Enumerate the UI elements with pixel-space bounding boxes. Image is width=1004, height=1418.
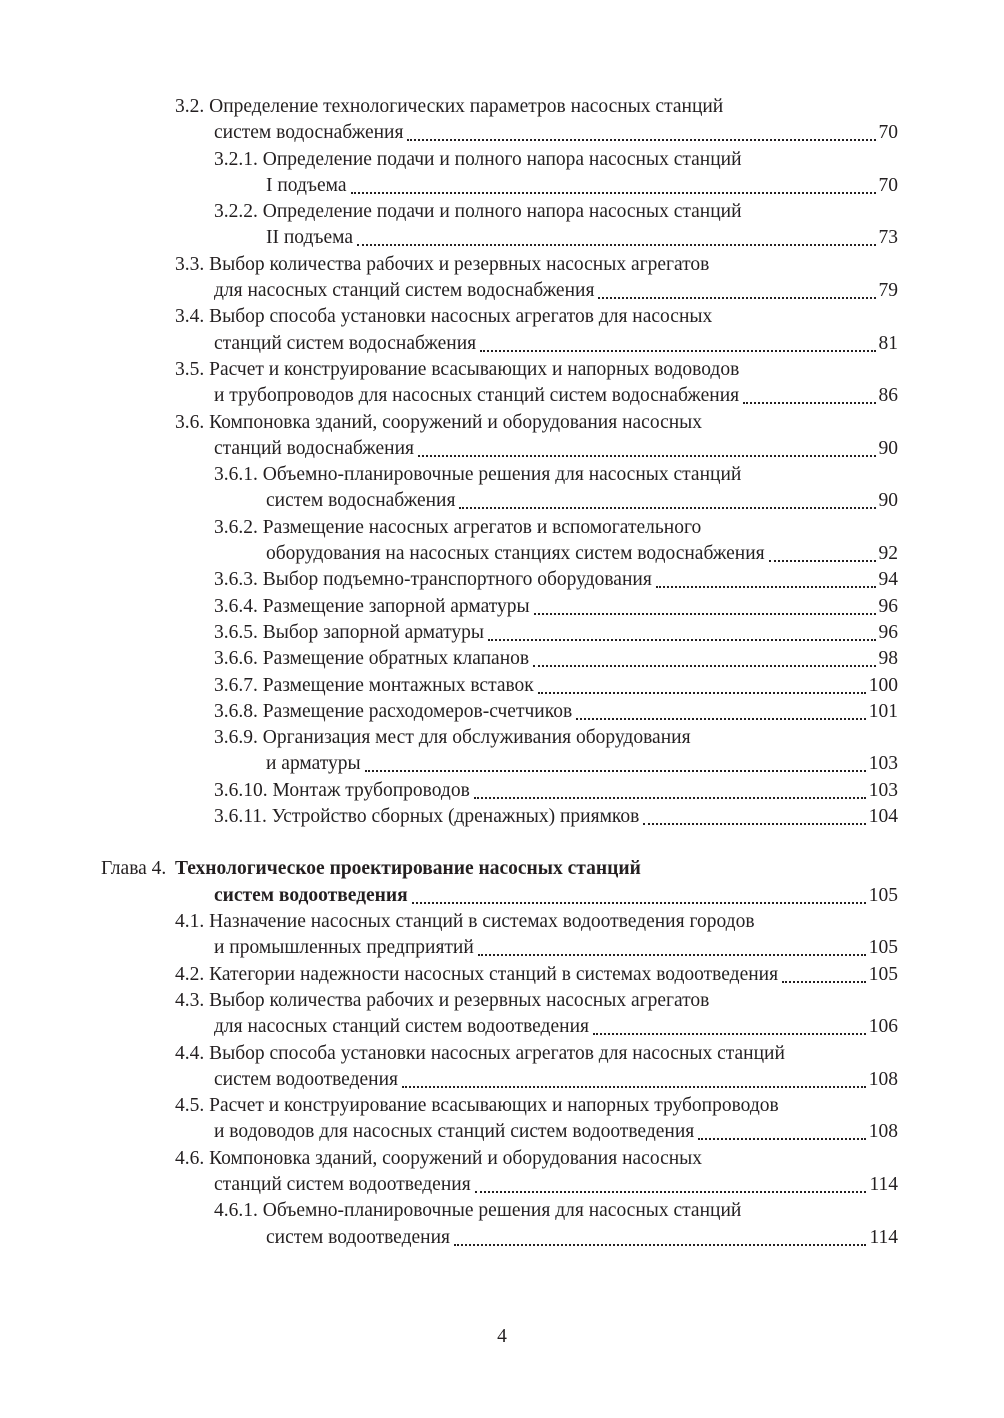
- toc-entry-title: 3.6.7. Размещение монтажных вставок: [214, 674, 534, 696]
- toc-page-number: 108: [868, 1068, 898, 1090]
- toc-page-number: 105: [868, 884, 898, 906]
- toc-entry-title-continued: и водоводов для насосных станций систем водоотведения: [214, 1121, 695, 1143]
- toc-entry-title: 3.6. Компоновка зданий, сооружений и оборудования насосных: [175, 411, 703, 433]
- toc-entry-title: 4.3. Выбор количества рабочих и резервных насосных агрегатов: [175, 989, 710, 1011]
- toc-page-number: 108: [868, 1121, 898, 1143]
- toc-page-number: 98: [878, 648, 898, 670]
- toc-page-number: 73: [878, 227, 898, 249]
- toc-entry-title-continued: II подъема: [266, 227, 354, 249]
- dot-leader: [488, 639, 876, 641]
- toc-entry: [0, 725, 1004, 778]
- dot-leader: [534, 613, 876, 615]
- dot-leader: [357, 244, 876, 246]
- toc-entry-title: 3.2. Определение технологических параметров насосных станций: [175, 96, 724, 117]
- toc-entry-title-continued: и арматуры: [266, 753, 361, 775]
- toc-page-number: 96: [878, 595, 898, 617]
- toc-entry-title: 3.2.1. Определение подачи и полного напора насосных станций: [214, 148, 742, 170]
- toc-entry: [0, 199, 1004, 252]
- toc-page-number: 81: [878, 332, 898, 354]
- toc-entry-title: 3.5. Расчет и конструирование всасывающих и напорных водоводов: [175, 359, 740, 380]
- dot-leader: [365, 770, 866, 772]
- toc-entry-title: 3.4. Выбор способа установки насосных агрегатов для насосных: [175, 306, 713, 328]
- dot-leader: [598, 297, 876, 299]
- toc-entry: [0, 94, 1004, 147]
- toc-page-number: 114: [869, 1173, 898, 1195]
- toc-entry-title: 4.4. Выбор способа установки насосных агрегатов для насосных станций: [175, 1042, 785, 1064]
- toc-entry-title: 4.1. Назначение насосных станций в системах водоотведения городов: [175, 911, 755, 932]
- toc-entry-title-continued: и трубопроводов для насосных станций систем водоснабжения: [214, 385, 740, 407]
- toc-entry-title-continued: систем водоотведения: [214, 1068, 398, 1090]
- toc-entry-title: 3.6.4. Размещение запорной арматуры: [214, 595, 530, 617]
- toc-entry-title: 3.6.2. Размещение насосных агрегатов и вспомогательного: [214, 516, 702, 538]
- toc-page-number: 94: [878, 569, 898, 591]
- dot-leader: [478, 954, 866, 956]
- dot-leader: [475, 1191, 866, 1193]
- toc-entry: [0, 567, 1004, 593]
- dot-leader: [538, 692, 866, 694]
- dot-leader: [576, 718, 866, 720]
- toc-entry-title: 3.6.1. Объемно-планировочные решения для насосных станций: [214, 464, 742, 486]
- toc-page-number: 105: [868, 963, 898, 985]
- toc-entry-title-continued: для насосных станций систем водоотведения: [214, 1016, 589, 1038]
- toc-entry: [0, 515, 1004, 568]
- dot-leader: [402, 1086, 866, 1088]
- toc-entry: [0, 304, 1004, 357]
- toc-entry-title: 4.6. Компоновка зданий, сооружений и оборудования насосных: [175, 1147, 703, 1169]
- toc-page-number: 86: [878, 385, 898, 407]
- toc-entry: [0, 804, 1004, 830]
- toc-entry: [0, 252, 1004, 305]
- toc-entry: [0, 646, 1004, 672]
- toc-page-number: 70: [878, 122, 898, 144]
- toc-entry: [0, 620, 1004, 646]
- toc-entry: [0, 673, 1004, 699]
- toc-entry: [0, 909, 1004, 962]
- dot-leader: [480, 350, 876, 352]
- dot-leader: [782, 981, 866, 983]
- dot-leader: [454, 1244, 866, 1246]
- toc-entry: [0, 699, 1004, 725]
- toc-entry: [0, 856, 1004, 909]
- dot-leader: [656, 586, 876, 588]
- toc-entry-title: 4.2. Категории надежности насосных станций в системах водоотведения: [175, 963, 779, 985]
- toc-page-number: 70: [878, 174, 898, 196]
- toc-page-number: 103: [868, 753, 898, 775]
- toc-page-number: 105: [868, 937, 898, 959]
- dot-leader: [698, 1138, 866, 1140]
- toc-page-number: 100: [868, 674, 898, 696]
- toc-entry-title-continued: и промышленных предприятий: [214, 937, 474, 959]
- dot-leader: [769, 560, 876, 562]
- toc-entry-title-continued: станций систем водоснабжения: [214, 332, 477, 354]
- dot-leader: [593, 1033, 866, 1035]
- toc-page-number: 106: [868, 1016, 898, 1038]
- dot-leader: [418, 455, 876, 457]
- toc-entry-title: 3.6.10. Монтаж трубопроводов: [214, 779, 470, 801]
- toc-entry-title-continued: I подъема: [266, 174, 347, 196]
- toc-page-number: 103: [868, 779, 898, 801]
- toc-entry: [0, 410, 1004, 463]
- toc-page-number: 96: [878, 622, 898, 643]
- toc-entry: [0, 988, 1004, 1041]
- toc-entry-title-continued: систем водоснабжения: [266, 490, 456, 512]
- toc-entry-title-continued: систем водоснабжения: [214, 122, 404, 144]
- toc-page-number: 92: [878, 543, 898, 565]
- toc-entry-title: 3.6.8. Размещение расходомеров-счетчиков: [214, 700, 573, 722]
- dot-leader: [351, 192, 876, 194]
- toc-entry: [0, 1093, 1004, 1146]
- toc-entry-title: 3.6.11. Устройство сборных (дренажных) приямков: [214, 806, 640, 828]
- dot-leader: [407, 139, 876, 141]
- toc-entry-title: Технологическое проектирование насосных станций: [175, 858, 641, 880]
- toc-entry: [0, 962, 1004, 988]
- dot-leader: [533, 665, 876, 667]
- toc-page-number: 101: [868, 700, 898, 722]
- toc-page-number: 79: [878, 280, 898, 302]
- toc-entry-title-continued: систем водоотведения: [214, 884, 408, 906]
- chapter-label: Глава 4.: [101, 858, 167, 880]
- dot-leader: [474, 797, 866, 799]
- toc-entry: [0, 594, 1004, 620]
- toc-page-number: 90: [878, 437, 898, 459]
- dot-leader: [459, 507, 876, 509]
- toc-entry-title-continued: оборудования на насосных станциях систем водоснабжения: [266, 543, 765, 565]
- toc-entry: [0, 357, 1004, 410]
- toc-entry: [0, 1146, 1004, 1199]
- page-number: 4: [497, 1326, 507, 1347]
- dot-leader: [412, 902, 866, 904]
- toc-entry-title: 3.3. Выбор количества рабочих и резервных насосных агрегатов: [175, 253, 710, 275]
- toc-entry: [0, 147, 1004, 200]
- toc-entry-title-continued: систем водоотведения: [266, 1226, 450, 1248]
- toc-entry-title: 3.6.9. Организация мест для обслуживания оборудования: [214, 727, 691, 749]
- toc-entry: [0, 1198, 1004, 1251]
- toc-entry-title-continued: станций систем водоотведения: [214, 1173, 471, 1195]
- toc-page-number: 104: [868, 806, 898, 828]
- toc-entry-title: 3.2.2. Определение подачи и полного напора насосных станций: [214, 201, 742, 223]
- toc-entry: [0, 778, 1004, 804]
- toc-entry-title-continued: станций водоснабжения: [214, 437, 414, 459]
- toc-entry-title: 3.6.3. Выбор подъемно-транспортного оборудования: [214, 569, 652, 591]
- toc-entry-title-continued: для насосных станций систем водоснабжения: [214, 280, 595, 302]
- toc-entry: [0, 462, 1004, 515]
- toc-page-number: 90: [878, 490, 898, 512]
- toc-entry-title: 4.6.1. Объемно-планировочные решения для насосных станций: [214, 1200, 742, 1222]
- toc-entry: [0, 1041, 1004, 1094]
- toc-entry-title: 3.6.6. Размещение обратных клапанов: [214, 648, 530, 670]
- toc-page-number: 114: [869, 1226, 898, 1248]
- dot-leader: [743, 402, 876, 404]
- toc-entry-title: 4.5. Расчет и конструирование всасывающих и напорных трубопроводов: [175, 1095, 779, 1117]
- toc-entry-title: 3.6.5. Выбор запорной арматуры: [214, 622, 485, 643]
- dot-leader: [643, 823, 866, 825]
